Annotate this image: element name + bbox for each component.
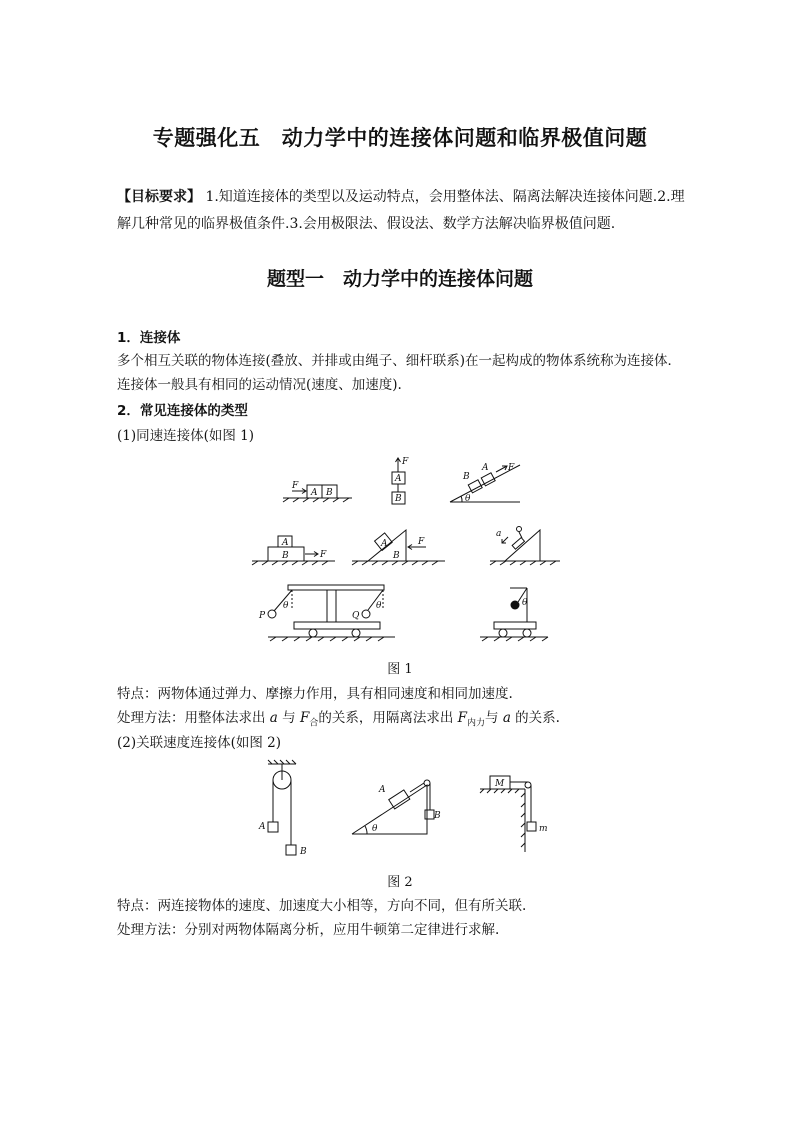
s1-text: 多个相互关联的物体连接(叠放、并排或由绳子、细杆联系)在一起构成的物体系统称为连接体．连接体一般具有相同的运动情况(速度、加速度). [117,353,682,393]
method1-part: 处理方法：用整体法求出 [117,710,270,726]
fig2-label-B2: B [434,811,441,821]
figure-1 [0,450,800,650]
s2-heading: 2．常见连接体的类型 [117,403,248,419]
section-title: 题型一 动力学中的连接体问题 [266,268,533,290]
fig1-label-A3: A [482,463,489,473]
fig2-label-m: m [539,824,548,834]
fig2-caption: 图 2 [387,875,413,890]
fig1-label-A2: A [395,474,402,484]
feature-2: 特点：两连接物体的速度、加速度大小相等，方向不同，但有所关联. [117,898,527,914]
fig1-label-P: P [259,611,266,621]
subscript-neili: 内力 [467,718,486,729]
method1-part: 与 [277,710,300,726]
fig1-label-B5: B [393,551,400,561]
method1-part: 的关系，用隔离法求出 [318,710,458,726]
var-F: F [457,710,468,726]
fig1-label-theta2: θ [283,601,289,611]
figure-2 [0,752,800,862]
fig1-label-F4: F [320,550,327,560]
fig1-label-F: F [292,481,299,491]
fig1-label-F5: F [418,537,425,547]
fig1-label-A: A [311,488,318,498]
s2-sub2: (2)关联速度连接体(如图 2) [117,735,282,751]
fig1-label-theta: θ [465,494,471,504]
fig2-label-A2: A [379,785,386,795]
subscript-he: 合 [309,718,319,729]
fig1-label-B2: B [395,494,402,504]
goal-label: 【目标要求】 [117,189,201,205]
var-a: a [502,710,511,726]
fig2-label-A: A [259,822,266,832]
s2-sub1: (1)同速连接体(如图 1) [117,428,255,444]
pendulum-ball [511,601,520,610]
fig1-label-theta3: θ [376,601,382,611]
method1-part: 的关系. [510,710,560,726]
goal-text: 1.知道连接体的类型以及运动特点，会用整体法、隔离法解决连接体问题.2.理解几种常见的临界极值条件.3.会用极限法、假设法、数学方法解决临界极值问题. [117,189,685,232]
fig1-label-A5: A [381,539,388,549]
fig1-label-Q: Q [352,611,360,621]
fig1-label-B: B [326,488,333,498]
feature-1: 特点：两物体通过弹力、摩擦力作用，具有相同速度和相同加速度. [117,686,513,702]
fig1-label-theta4: θ [522,598,528,608]
var-a: a [269,710,278,726]
fig2-label-B: B [300,847,307,857]
fig2-label-M: M [495,779,505,789]
fig2-label-theta: θ [372,824,378,834]
fig1-label-B3: B [463,472,470,482]
fig1-label-F3: F [508,463,515,473]
fig1-label-a: a [496,529,502,539]
page-title: 专题强化五 动力学中的连接体问题和临界极值问题 [152,126,648,150]
s1-heading: 1．连接体 [117,330,181,346]
method-2: 处理方法：分别对两物体隔离分析，应用牛顿第二定律进行求解. [117,922,500,938]
fig1-label-F2: F [402,457,409,467]
var-F: F [299,710,310,726]
fig1-caption: 图 1 [387,662,413,677]
fig1-label-A4: A [282,538,289,548]
method1-part: 与 [485,710,503,726]
fig1-label-B4: B [282,551,289,561]
goal-paragraph [117,184,687,238]
